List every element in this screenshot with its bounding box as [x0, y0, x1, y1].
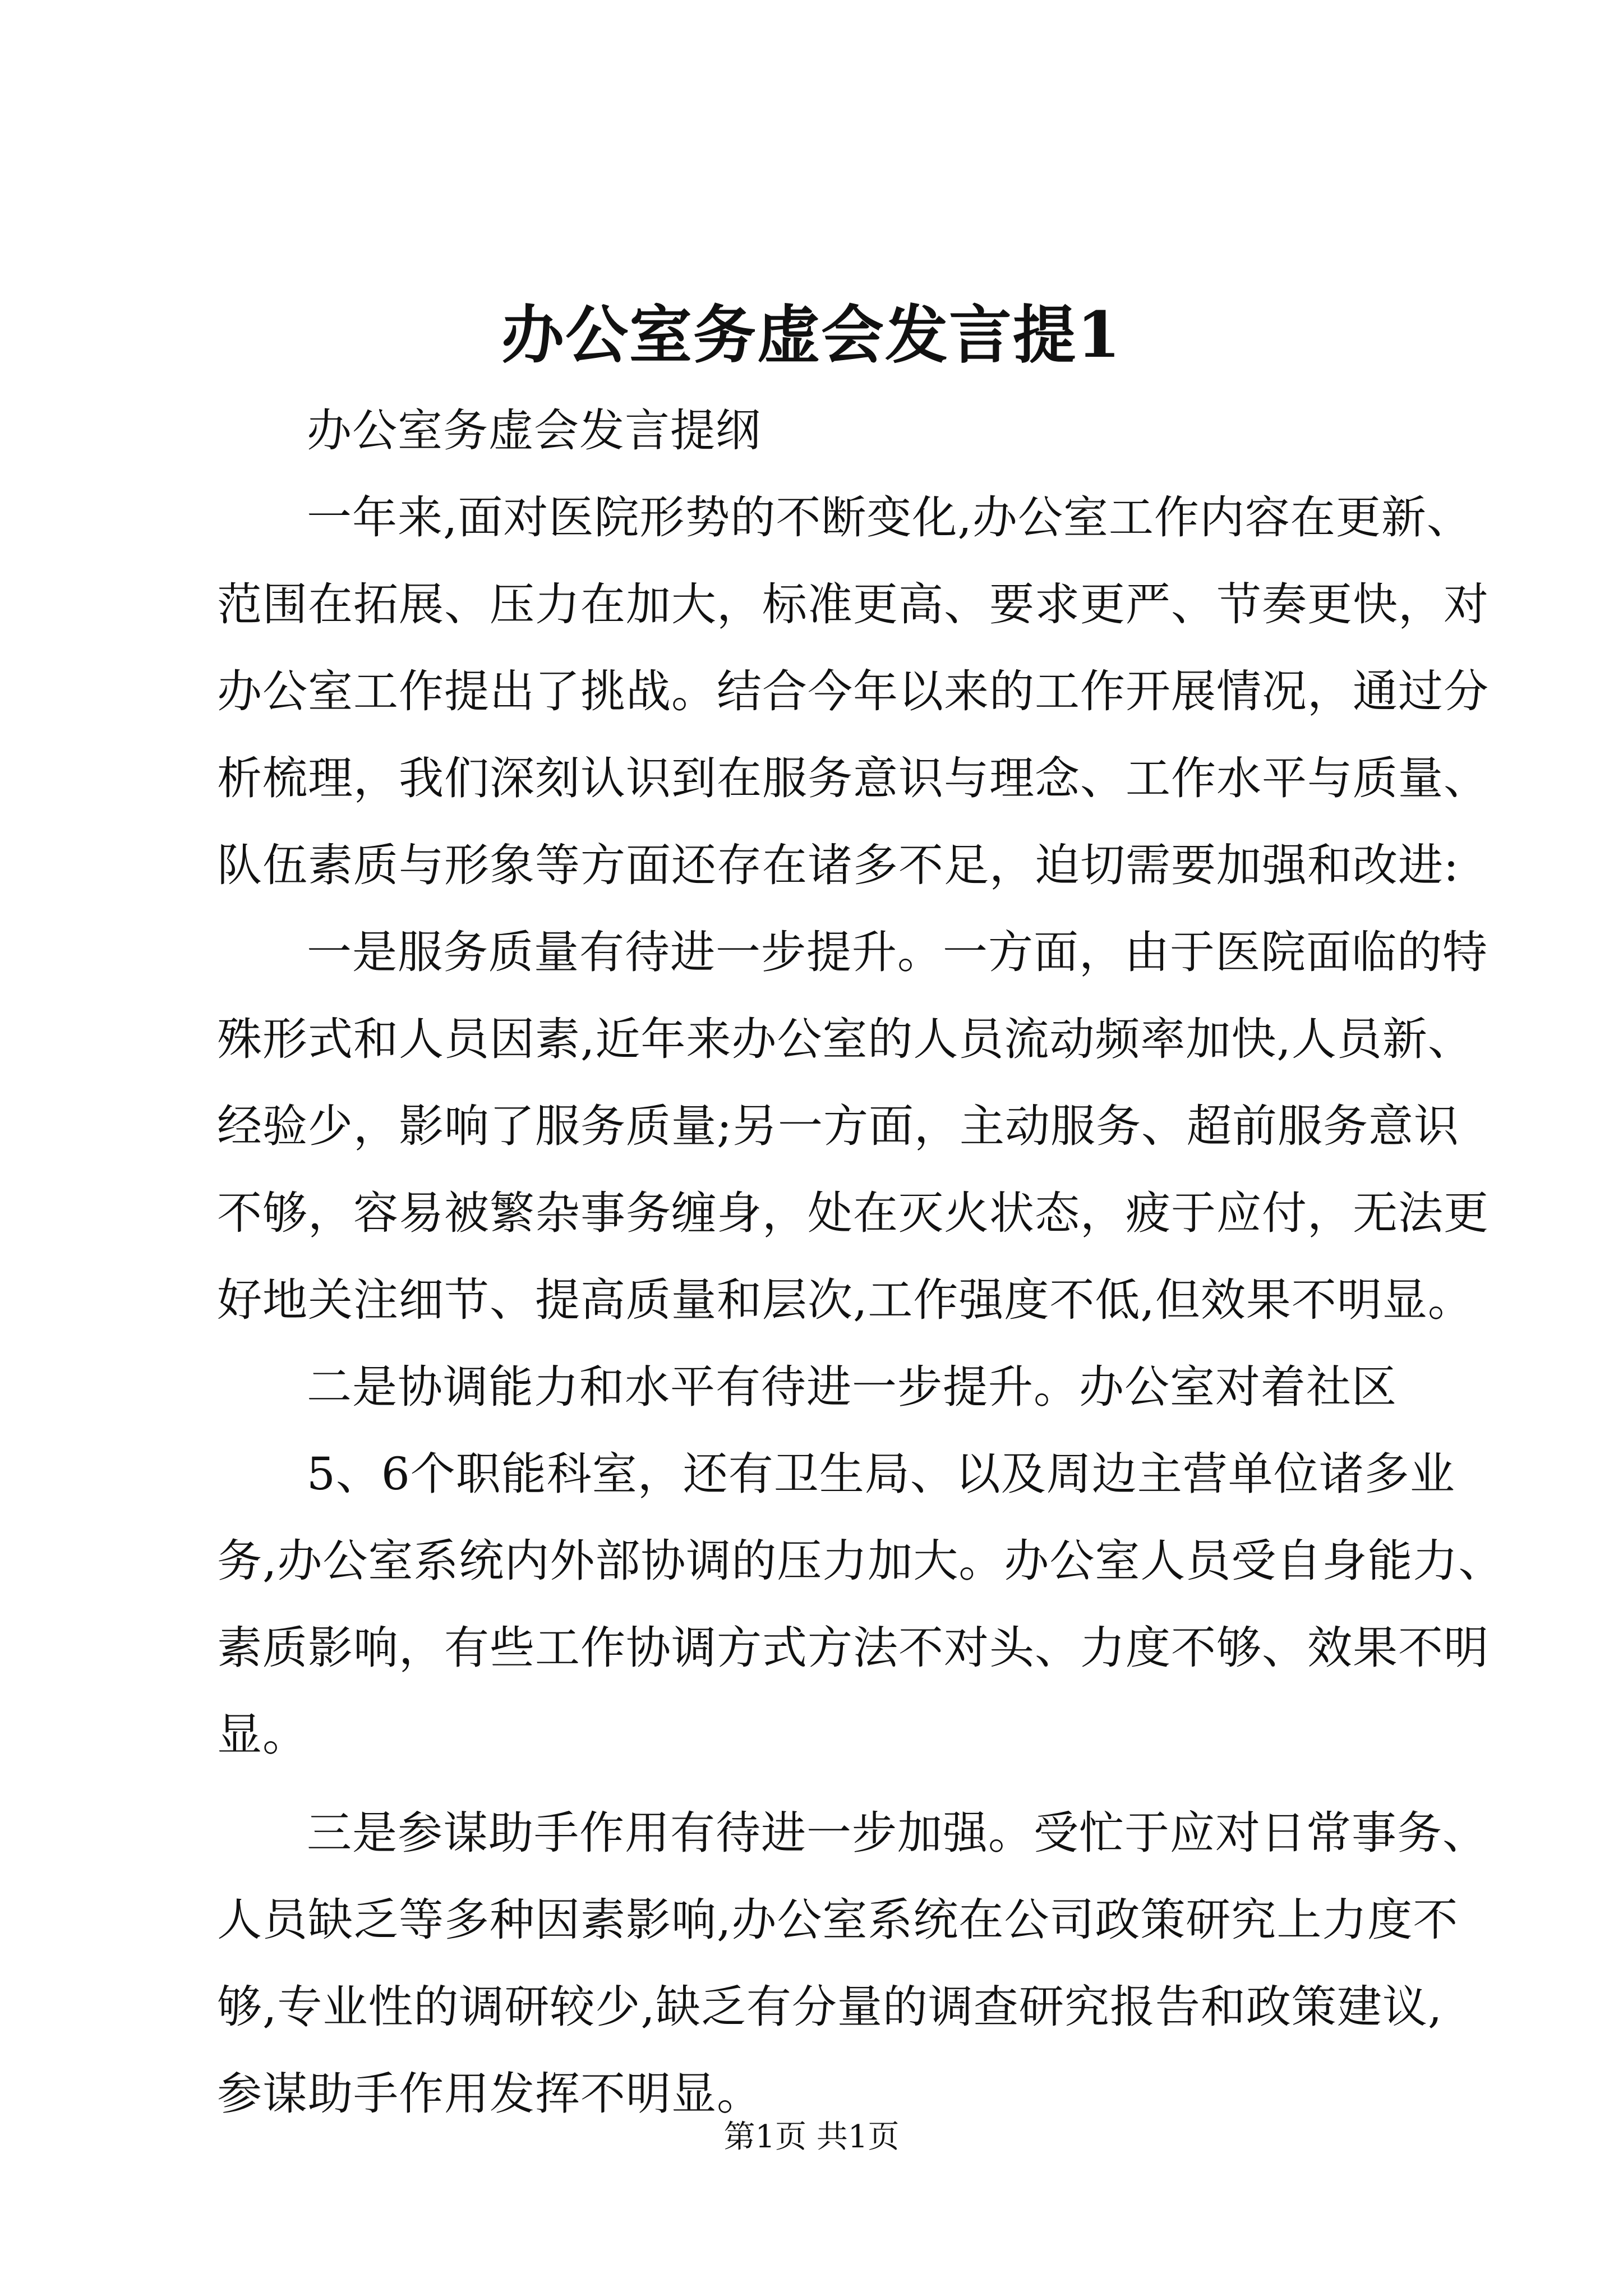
- paragraph-line: 好地关注细节、提高质量和层次,工作强度不低,但效果不明显。: [217, 1274, 1473, 1326]
- subtitle-line: 办公室务虚会发言提纲: [307, 404, 761, 457]
- paragraph-line: 三是参谋助手作用有待进一步加强。受忙于应对日常事务、: [307, 1807, 1488, 1859]
- page-number-footer: 第1页 共1页: [723, 2119, 900, 2155]
- paragraph-line: 一是服务质量有待进一步提升。一方面，由于医院面临的特: [307, 926, 1488, 978]
- paragraph-line: 参谋助手作用发挥不明显。: [217, 2068, 762, 2120]
- paragraph-line: 一年来,面对医院形势的不断变化,办公室工作内容在更新、: [307, 491, 1472, 544]
- paragraph-line: 人员缺乏等多种因素影响,办公室系统在公司政策研究上力度不: [217, 1894, 1459, 1946]
- document-body: [217, 387, 1504, 2137]
- paragraph-line: 析梳理，我们深刻认识到在服务意识与理念、工作水平与质量、: [217, 752, 1489, 804]
- paragraph-line: 殊形式和人员因素,近年来办公室的人员流动频率加快,人员新、: [217, 1013, 1473, 1065]
- paragraph-line: 办公室工作提出了挑战。结合今年以来的工作开展情况，通过分: [217, 665, 1489, 717]
- paragraph-line: 务,办公室系统内外部协调的压力加大。办公室人员受自身能力、: [217, 1535, 1504, 1587]
- paragraph-line: 经验少，影响了服务质量;另一方面，主动服务、超前服务意识: [217, 1100, 1459, 1152]
- paragraph-line: 素质影响，有些工作协调方式方法不对头、力度不够、效果不明: [217, 1622, 1489, 1674]
- paragraph-line: 二是协调能力和水平有待进一步提升。办公室对着社区: [307, 1361, 1397, 1413]
- paragraph-line: 队伍素质与形象等方面还存在诸多不足，迫切需要加强和改进:: [217, 839, 1459, 891]
- document-title: 办公室务虚会发言提1: [501, 298, 1122, 372]
- paragraph-line: 够,专业性的调研较少,缺乏有分量的调查研究报告和政策建议,: [217, 1981, 1443, 2033]
- paragraph-line: 不够，容易被繁杂事务缠身，处在灭火状态，疲于应付，无法更: [217, 1187, 1489, 1239]
- paragraph-line: 5、6个职能科室，还有卫生局、以及周边主营单位诸多业: [307, 1448, 1455, 1500]
- paragraph-line: 范围在拓展、压力在加大，标准更高、要求更严、节奏更快，对: [217, 578, 1489, 631]
- paragraph-line: 显。: [217, 1709, 308, 1761]
- paragraph-gap: [217, 1778, 1428, 1789]
